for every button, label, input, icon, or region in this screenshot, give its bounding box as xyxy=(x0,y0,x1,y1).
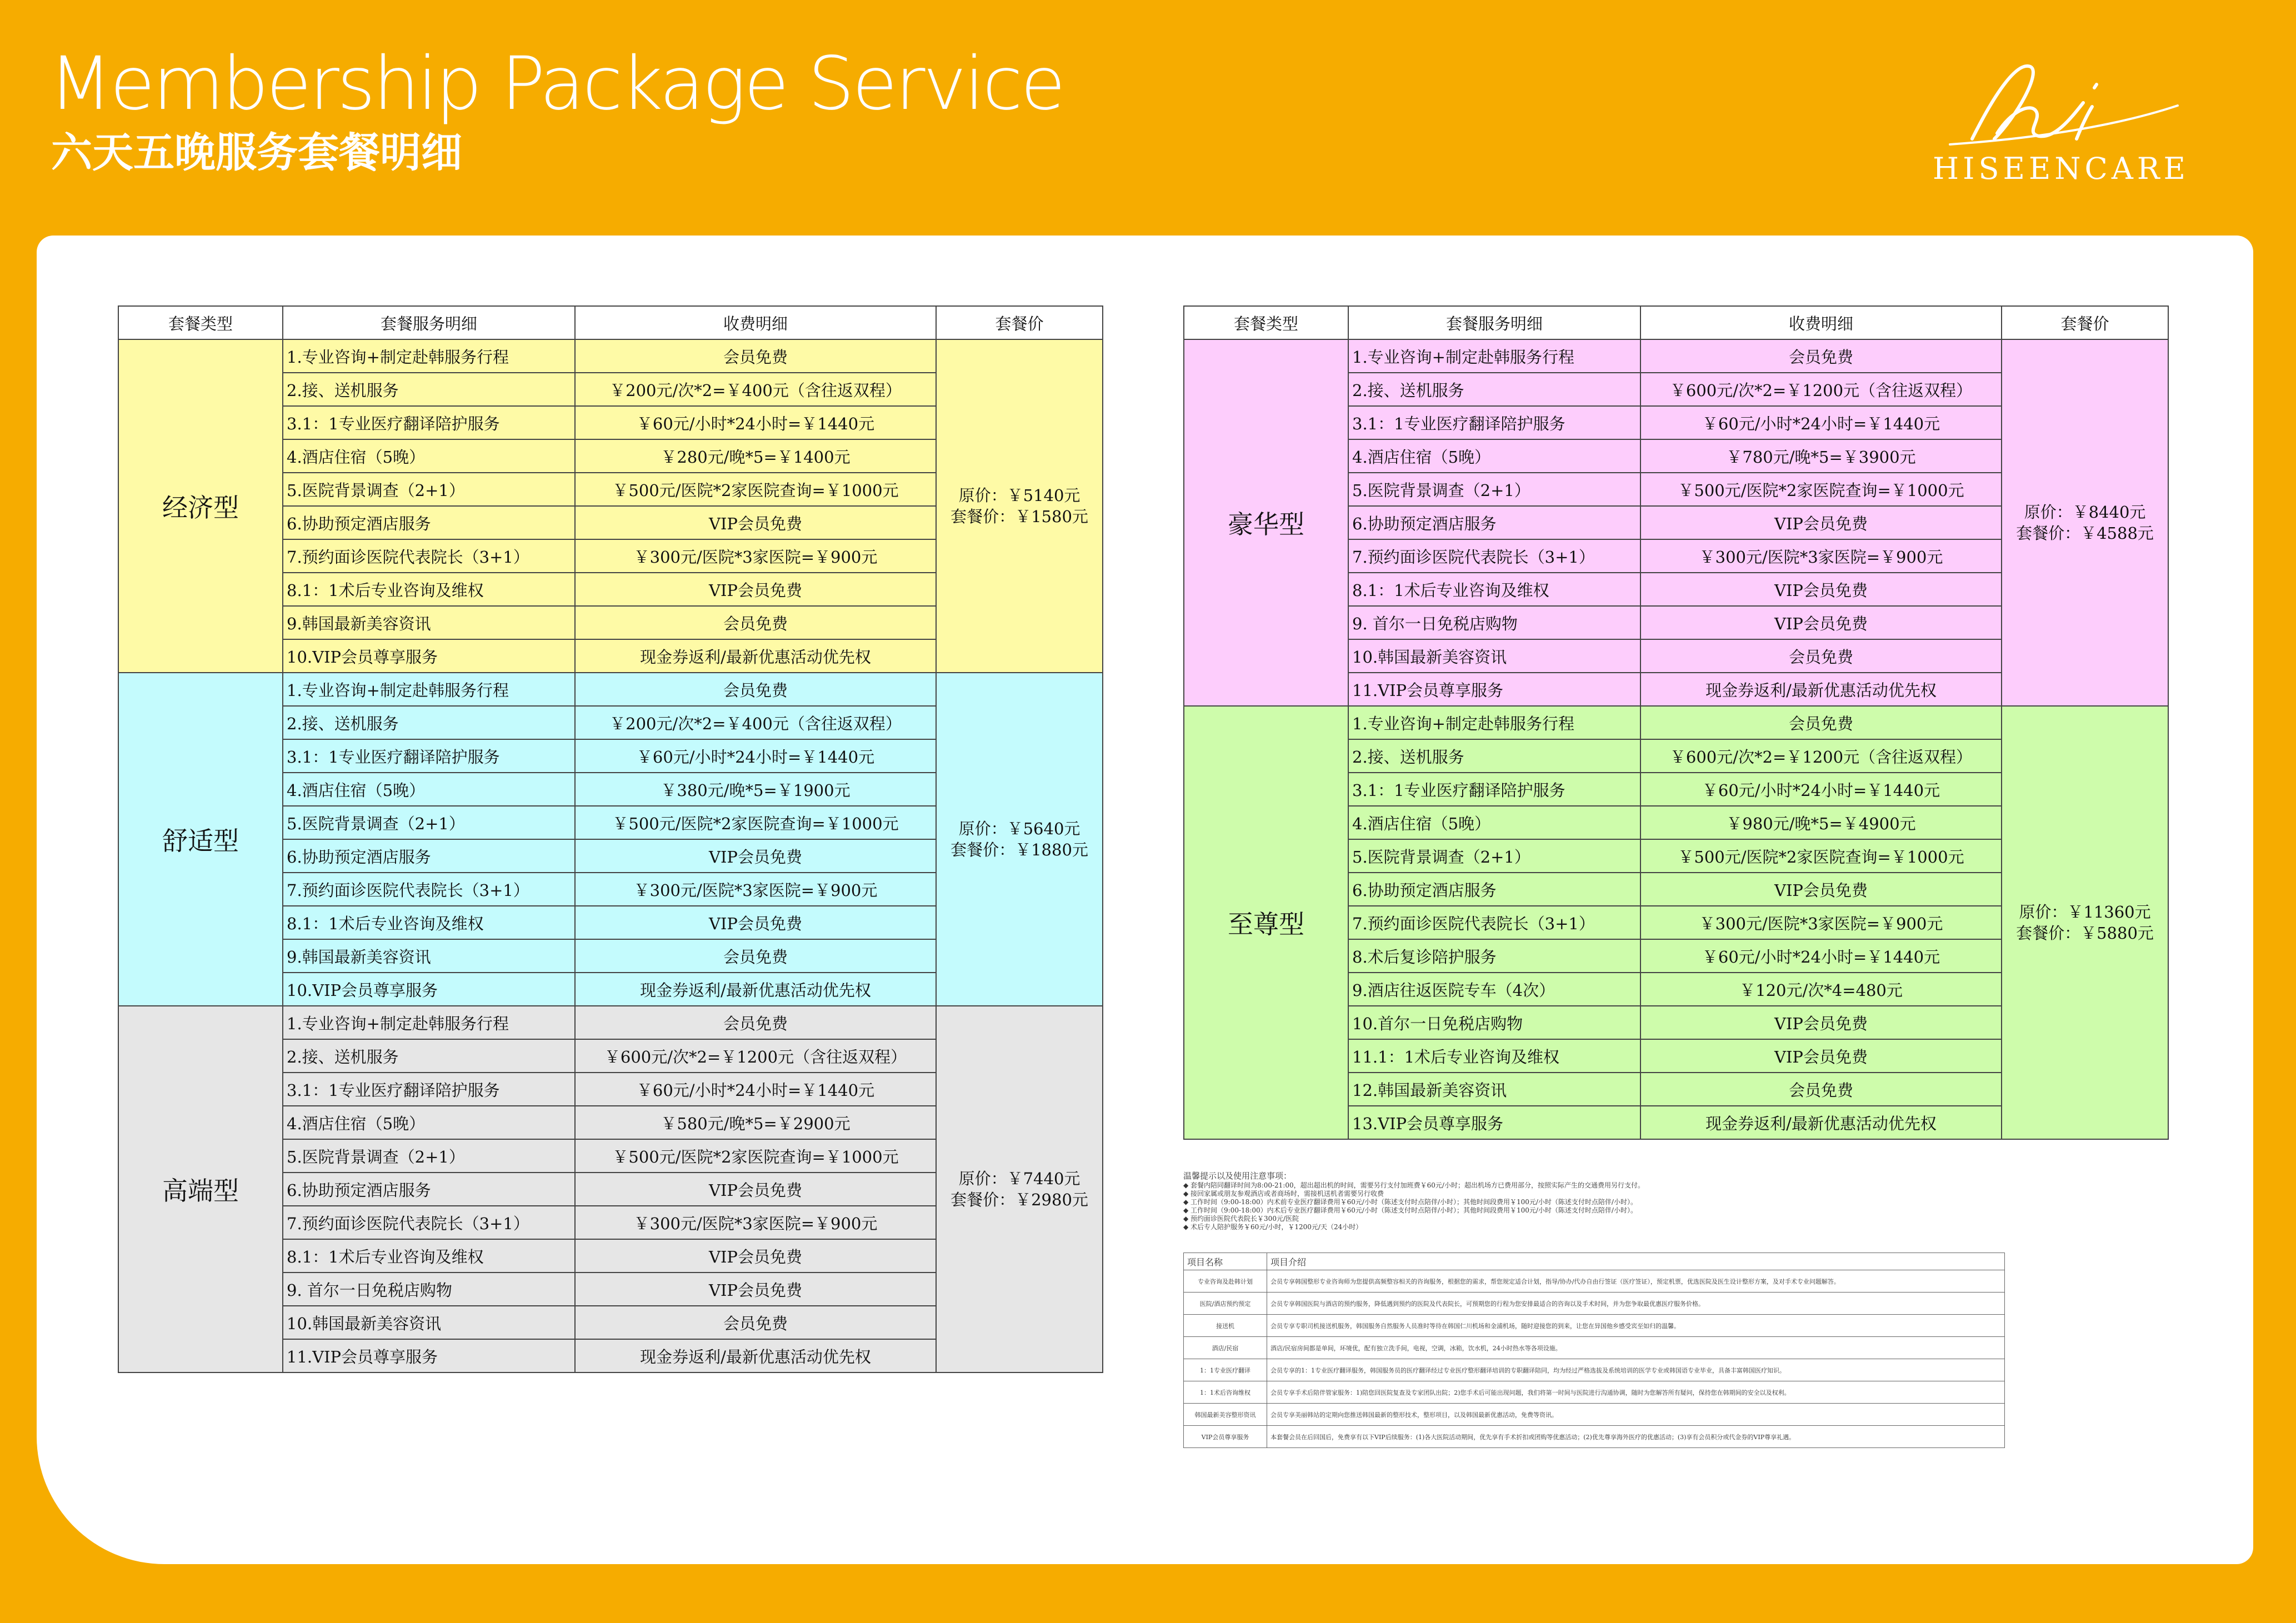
table-row xyxy=(118,1006,1103,1039)
table-row xyxy=(1184,1315,2005,1337)
note-item: ◆ 接回家属或朋友参观酒店或者商场时，需接机送机者需要另行收费 xyxy=(1183,1190,1384,1198)
service-item: 2.接、送机服务 xyxy=(1348,373,1640,406)
intro-item-desc: 会员专享韩国整形专业咨询师为您提供高频整容相关的咨询服务，根据您的需求，帮您规定适合计划，指导/协办/代办自由行签证（医疗签证），预定机票，优选医院及医生设计整形方案，及对手术专业问题解答。 xyxy=(1267,1270,2005,1293)
fee-detail: ￥60元/小时*24小时=￥1440元 xyxy=(575,406,936,439)
fee-detail: ￥300元/医院*3家医院=￥900元 xyxy=(575,873,936,906)
service-item: 7.预约面诊医院代表院长（3+1） xyxy=(1348,539,1640,573)
fee-detail: VIP会员免费 xyxy=(1640,873,2002,906)
brand-wordmark: HISEENCARE xyxy=(1933,151,2189,186)
fee-detail: ￥600元/次*2=￥1200元（含往返双程） xyxy=(575,1039,936,1073)
service-item: 13.VIP会员尊享服务 xyxy=(1348,1106,1640,1139)
table-row xyxy=(1184,1293,2005,1315)
fee-detail: ￥60元/小时*24小时=￥1440元 xyxy=(575,739,936,773)
note-item: ◆ 预约面诊医院代表院长￥300元/医院 xyxy=(1183,1215,1299,1223)
service-item: 7.预约面诊医院代表院长（3+1） xyxy=(283,539,575,573)
package-price-cell xyxy=(936,339,1103,673)
fee-detail: 会员免费 xyxy=(1640,639,2002,673)
service-item: 10.VIP会员尊享服务 xyxy=(283,973,575,1006)
table-header-row xyxy=(1184,1253,2005,1270)
service-item: 4.酒店住宿（5晚） xyxy=(283,773,575,806)
page-subtitle: 六天五晚服务套餐明细 xyxy=(51,129,462,177)
service-item: 2.接、送机服务 xyxy=(283,706,575,739)
note-item: ◆ 工作时间（9:00-18:00）内术前专业医疗翻译费用￥60元/小时（陈述支付时点陪伴/小时）；其他时间段费用￥100元/小时（陈述支付时点陪伴/小时）。 xyxy=(1183,1198,1637,1206)
table-header-row xyxy=(1184,306,2168,339)
fee-detail: ￥600元/次*2=￥1200元（含往返双程） xyxy=(1640,739,2002,773)
intro-item-name: 1：1术后咨询维权 xyxy=(1184,1381,1267,1404)
service-item: 5.医院背景调查（2+1） xyxy=(283,473,575,506)
service-item: 5.医院背景调查（2+1） xyxy=(1348,839,1640,873)
table-row xyxy=(1184,1381,2005,1404)
original-price: 原价：￥11360元 xyxy=(2019,903,2151,921)
fee-detail: ￥500元/医院*2家医院查询=￥1000元 xyxy=(1640,473,2002,506)
table-row xyxy=(1184,1337,2005,1359)
col-header-fees: 收费明细 xyxy=(575,306,936,339)
package-table-left xyxy=(118,305,1103,1373)
note-item: ◆ 套餐内陪同翻译时间为8:00-21:00，超出超出机的时间，需要另行支付加班费￥60元/小时；超出机场方已费用部分，按照实际产生的交通费用另行支付。 xyxy=(1183,1181,1644,1189)
package-type-cell: 豪华型 xyxy=(1184,339,1348,706)
package-price: 套餐价：￥1880元 xyxy=(951,840,1088,859)
fee-detail: VIP会员免费 xyxy=(575,1273,936,1306)
col-header-services: 套餐服务明细 xyxy=(283,306,575,339)
intro-item-name: 接送机 xyxy=(1184,1315,1267,1337)
fee-detail: VIP会员免费 xyxy=(1640,606,2002,639)
fee-detail: ￥300元/医院*3家医院=￥900元 xyxy=(1640,539,2002,573)
table-row xyxy=(1184,706,2168,739)
service-item: 8.1：1术后专业咨询及维权 xyxy=(1348,573,1640,606)
fee-detail: ￥200元/次*2=￥400元（含往返双程） xyxy=(575,706,936,739)
table-header-row xyxy=(118,306,1103,339)
fee-detail: 会员免费 xyxy=(575,673,936,706)
note-item: ◆ 术后专人陪护服务￥60元/小时，￥1200元/天（24小时） xyxy=(1183,1223,1363,1231)
service-item: 9. 首尔一日免税店购物 xyxy=(1348,606,1640,639)
fee-detail: ￥300元/医院*3家医院=￥900元 xyxy=(575,539,936,573)
original-price: 原价：￥5640元 xyxy=(958,819,1081,838)
table-row xyxy=(1184,1270,2005,1293)
service-item: 8.1：1术后专业咨询及维权 xyxy=(283,573,575,606)
service-item: 8.1：1术后专业咨询及维权 xyxy=(283,906,575,939)
project-intro-table xyxy=(1183,1253,2005,1448)
fee-detail: 会员免费 xyxy=(575,1006,936,1039)
fee-detail: 现金券返利/最新优惠活动优先权 xyxy=(1640,1106,2002,1139)
intro-header-desc: 项目介绍 xyxy=(1267,1253,2005,1270)
fee-detail: ￥60元/小时*24小时=￥1440元 xyxy=(1640,773,2002,806)
package-type-cell: 经济型 xyxy=(118,339,283,673)
service-item: 4.酒店住宿（5晚） xyxy=(1348,806,1640,839)
fee-detail: ￥60元/小时*24小时=￥1440元 xyxy=(575,1073,936,1106)
service-item: 11.VIP会员尊享服务 xyxy=(283,1339,575,1372)
service-item: 6.协助预定酒店服务 xyxy=(283,506,575,539)
package-type-cell: 至尊型 xyxy=(1184,706,1348,1139)
package-price-cell xyxy=(2002,706,2168,1139)
fee-detail: ￥500元/医院*2家医院查询=￥1000元 xyxy=(575,473,936,506)
service-item: 1.专业咨询+制定赴韩服务行程 xyxy=(283,673,575,706)
intro-item-desc: 酒店/民宿房间都是单间，环境优，配有独立洗手间，电视，空调，冰箱，饮水机，24小时热水等各项设施。 xyxy=(1267,1337,2005,1359)
service-item: 1.专业咨询+制定赴韩服务行程 xyxy=(283,1006,575,1039)
service-item: 3.1：1专业医疗翻译陪护服务 xyxy=(1348,773,1640,806)
intro-item-name: 医院/酒店预约预定 xyxy=(1184,1293,1267,1315)
service-item: 4.酒店住宿（5晚） xyxy=(283,439,575,473)
fee-detail: 会员免费 xyxy=(575,939,936,973)
fee-detail: 会员免费 xyxy=(1640,1073,2002,1106)
note-item: ◆ 工作时间（9:00-18:00）内术后专业医疗翻译费用￥60元/小时（陈述支付时点陪伴/小时）；其他时间段费用￥100元/小时（陈述支付时点陪伴/小时）。 xyxy=(1183,1206,1637,1214)
fee-detail: ￥580元/晚*5=￥2900元 xyxy=(575,1106,936,1139)
original-price: 原价：￥8440元 xyxy=(2024,503,2146,522)
package-price-cell xyxy=(2002,339,2168,706)
intro-header-name: 项目名称 xyxy=(1184,1253,1267,1270)
service-item: 9. 首尔一日免税店购物 xyxy=(283,1273,575,1306)
fee-detail: 现金券返利/最新优惠活动优先权 xyxy=(575,973,936,1006)
service-item: 6.协助预定酒店服务 xyxy=(283,839,575,873)
service-item: 6.协助预定酒店服务 xyxy=(1348,506,1640,539)
package-price: 套餐价：￥2980元 xyxy=(951,1190,1088,1209)
fee-detail: 现金券返利/最新优惠活动优先权 xyxy=(575,1339,936,1372)
fee-detail: 会员免费 xyxy=(1640,706,2002,739)
service-item: 1.专业咨询+制定赴韩服务行程 xyxy=(1348,339,1640,373)
intro-item-desc: 本套餐会员在后回国后，免费享有以下VIP后续服务：(1)各大医院活动期间，优先享有手术折扣或团购等优惠活动；(2)优先尊享海外医疗的优惠活动；(3)享有会员积分或代金券的VIP尊享礼遇。 xyxy=(1267,1426,2005,1448)
service-item: 5.医院背景调查（2+1） xyxy=(283,806,575,839)
service-item: 2.接、送机服务 xyxy=(283,1039,575,1073)
page-title: Membership Package Service xyxy=(49,41,1064,127)
service-item: 9.韩国最新美容资讯 xyxy=(283,939,575,973)
service-item: 10.VIP会员尊享服务 xyxy=(283,639,575,673)
fee-detail: ￥500元/医院*2家医院查询=￥1000元 xyxy=(1640,839,2002,873)
fee-detail: VIP会员免费 xyxy=(1640,1039,2002,1073)
fee-detail: ￥280元/晚*5=￥1400元 xyxy=(575,439,936,473)
fee-detail: 会员免费 xyxy=(575,339,936,373)
fee-detail: 会员免费 xyxy=(575,606,936,639)
fee-detail: VIP会员免费 xyxy=(1640,506,2002,539)
fee-detail: ￥120元/次*4=480元 xyxy=(1640,973,2002,1006)
table-row xyxy=(1184,1426,2005,1448)
fee-detail: VIP会员免费 xyxy=(575,839,936,873)
service-item: 3.1：1专业医疗翻译陪护服务 xyxy=(283,739,575,773)
fee-detail: ￥300元/医院*3家医院=￥900元 xyxy=(575,1206,936,1239)
service-item: 4.酒店住宿（5晚） xyxy=(283,1106,575,1139)
service-item: 12.韩国最新美容资讯 xyxy=(1348,1073,1640,1106)
notes-title: 温馨提示以及使用注意事项： xyxy=(1183,1171,1292,1181)
package-price: 套餐价：￥5880元 xyxy=(2016,924,2154,943)
fee-detail: VIP会员免费 xyxy=(575,573,936,606)
service-item: 11.1：1术后专业咨询及维权 xyxy=(1348,1039,1640,1073)
table-row xyxy=(118,339,1103,373)
original-price: 原价：￥5140元 xyxy=(958,486,1081,505)
hi-script-icon xyxy=(1928,56,2194,150)
intro-item-name: 韩国最新美容整形资讯 xyxy=(1184,1404,1267,1426)
fee-detail: ￥60元/小时*24小时=￥1440元 xyxy=(1640,406,2002,439)
col-header-type: 套餐类型 xyxy=(118,306,283,339)
service-item: 8.1：1术后专业咨询及维权 xyxy=(283,1239,575,1273)
service-item: 4.酒店住宿（5晚） xyxy=(1348,439,1640,473)
fee-detail: VIP会员免费 xyxy=(575,506,936,539)
package-type-cell: 舒适型 xyxy=(118,673,283,1006)
service-item: 10.首尔一日免税店购物 xyxy=(1348,1006,1640,1039)
usage-notes xyxy=(1183,1172,2044,1231)
service-item: 9.韩国最新美容资讯 xyxy=(283,606,575,639)
service-item: 3.1：1专业医疗翻译陪护服务 xyxy=(283,406,575,439)
service-item: 5.医院背景调查（2+1） xyxy=(1348,473,1640,506)
col-header-services: 套餐服务明细 xyxy=(1348,306,1640,339)
service-item: 1.专业咨询+制定赴韩服务行程 xyxy=(1348,706,1640,739)
fee-detail: 会员免费 xyxy=(1640,339,2002,373)
service-item: 3.1：1专业医疗翻译陪护服务 xyxy=(1348,406,1640,439)
intro-item-name: 1：1专业医疗翻译 xyxy=(1184,1359,1267,1381)
fee-detail: ￥200元/次*2=￥400元（含往返双程） xyxy=(575,373,936,406)
intro-item-desc: 会员专享手术后陪伴管家服务：1)陪您回医院复查及专家团队出院；2)您手术后可能出现问题，我们将第一时间与医院进行沟通协调，随时为您解答所有疑问，保持您在韩期间的安全以及权利。 xyxy=(1267,1381,2005,1404)
col-header-price: 套餐价 xyxy=(2002,306,2168,339)
service-item: 1.专业咨询+制定赴韩服务行程 xyxy=(283,339,575,373)
fee-detail: VIP会员免费 xyxy=(575,1173,936,1206)
fee-detail: 现金券返利/最新优惠活动优先权 xyxy=(575,639,936,673)
col-header-fees: 收费明细 xyxy=(1640,306,2002,339)
col-header-type: 套餐类型 xyxy=(1184,306,1348,339)
table-row xyxy=(1184,1404,2005,1426)
brand-logo xyxy=(1928,56,2194,189)
service-item: 8.术后复诊陪护服务 xyxy=(1348,939,1640,973)
fee-detail: ￥780元/晚*5=￥3900元 xyxy=(1640,439,2002,473)
package-price-cell xyxy=(936,1006,1103,1372)
package-price-cell xyxy=(936,673,1103,1006)
service-item: 10.韩国最新美容资讯 xyxy=(283,1306,575,1339)
table-row xyxy=(1184,1359,2005,1381)
package-type-cell: 高端型 xyxy=(118,1006,283,1372)
fee-detail: VIP会员免费 xyxy=(575,906,936,939)
service-item: 2.接、送机服务 xyxy=(1348,739,1640,773)
service-item: 7.预约面诊医院代表院长（3+1） xyxy=(1348,906,1640,939)
service-item: 2.接、送机服务 xyxy=(283,373,575,406)
service-item: 10.韩国最新美容资讯 xyxy=(1348,639,1640,673)
fee-detail: 会员免费 xyxy=(575,1306,936,1339)
fee-detail: ￥60元/小时*24小时=￥1440元 xyxy=(1640,939,2002,973)
table-row xyxy=(1184,339,2168,373)
service-item: 7.预约面诊医院代表院长（3+1） xyxy=(283,873,575,906)
fee-detail: VIP会员免费 xyxy=(1640,573,2002,606)
package-table-right xyxy=(1183,305,2169,1140)
intro-item-name: VIP会员尊享服务 xyxy=(1184,1426,1267,1448)
intro-item-desc: 会员专享美丽韩站的定期向您推送韩国最新的整形技术，整形项目，以及韩国最新优惠活动，免费等资讯。 xyxy=(1267,1404,2005,1426)
fee-detail: ￥300元/医院*3家医院=￥900元 xyxy=(1640,906,2002,939)
fee-detail: ￥380元/晚*5=￥1900元 xyxy=(575,773,936,806)
intro-item-name: 酒店/民宿 xyxy=(1184,1337,1267,1359)
service-item: 7.预约面诊医院代表院长（3+1） xyxy=(283,1206,575,1239)
package-price: 套餐价：￥1580元 xyxy=(951,507,1088,526)
original-price: 原价：￥7440元 xyxy=(958,1169,1081,1188)
service-item: 5.医院背景调查（2+1） xyxy=(283,1139,575,1173)
service-item: 6.协助预定酒店服务 xyxy=(1348,873,1640,906)
service-item: 11.VIP会员尊享服务 xyxy=(1348,673,1640,706)
package-price: 套餐价：￥4588元 xyxy=(2016,524,2154,543)
intro-item-name: 专业咨询及赴韩计划 xyxy=(1184,1270,1267,1293)
fee-detail: ￥980元/晚*5=￥4900元 xyxy=(1640,806,2002,839)
fee-detail: VIP会员免费 xyxy=(1640,1006,2002,1039)
fee-detail: ￥500元/医院*2家医院查询=￥1000元 xyxy=(575,1139,936,1173)
service-item: 9.酒店往返医院专车（4次） xyxy=(1348,973,1640,1006)
fee-detail: ￥600元/次*2=￥1200元（含往返双程） xyxy=(1640,373,2002,406)
fee-detail: VIP会员免费 xyxy=(575,1239,936,1273)
fee-detail: ￥500元/医院*2家医院查询=￥1000元 xyxy=(575,806,936,839)
intro-item-desc: 会员专享韩国医院与酒店的预约服务，降低遇到预约的医院及代表院长，可预期您的行程为您安排最适合的咨询以及手术时间，并为您争取最优惠医疗服务价格。 xyxy=(1267,1293,2005,1315)
fee-detail: 现金券返利/最新优惠活动优先权 xyxy=(1640,673,2002,706)
service-item: 6.协助预定酒店服务 xyxy=(283,1173,575,1206)
intro-item-desc: 会员专享专职司机接送机服务，韩国服务自然服务人员准时等待在韩国仁川机场和金浦机场，随时迎接您的到来，让您在异国他乡感受宾至如归的温馨。 xyxy=(1267,1315,2005,1337)
service-item: 3.1：1专业医疗翻译陪护服务 xyxy=(283,1073,575,1106)
intro-item-desc: 会员专享的1：1专业医疗翻译服务，韩国服务员的医疗翻译经过专业医疗整形翻译培训的专职翻译陪同，均为经过严格选拔及系统培训的医学专业或韩国语专业毕业，具备丰富韩国医疗知识。 xyxy=(1267,1359,2005,1381)
table-row xyxy=(118,673,1103,706)
col-header-price: 套餐价 xyxy=(936,306,1103,339)
